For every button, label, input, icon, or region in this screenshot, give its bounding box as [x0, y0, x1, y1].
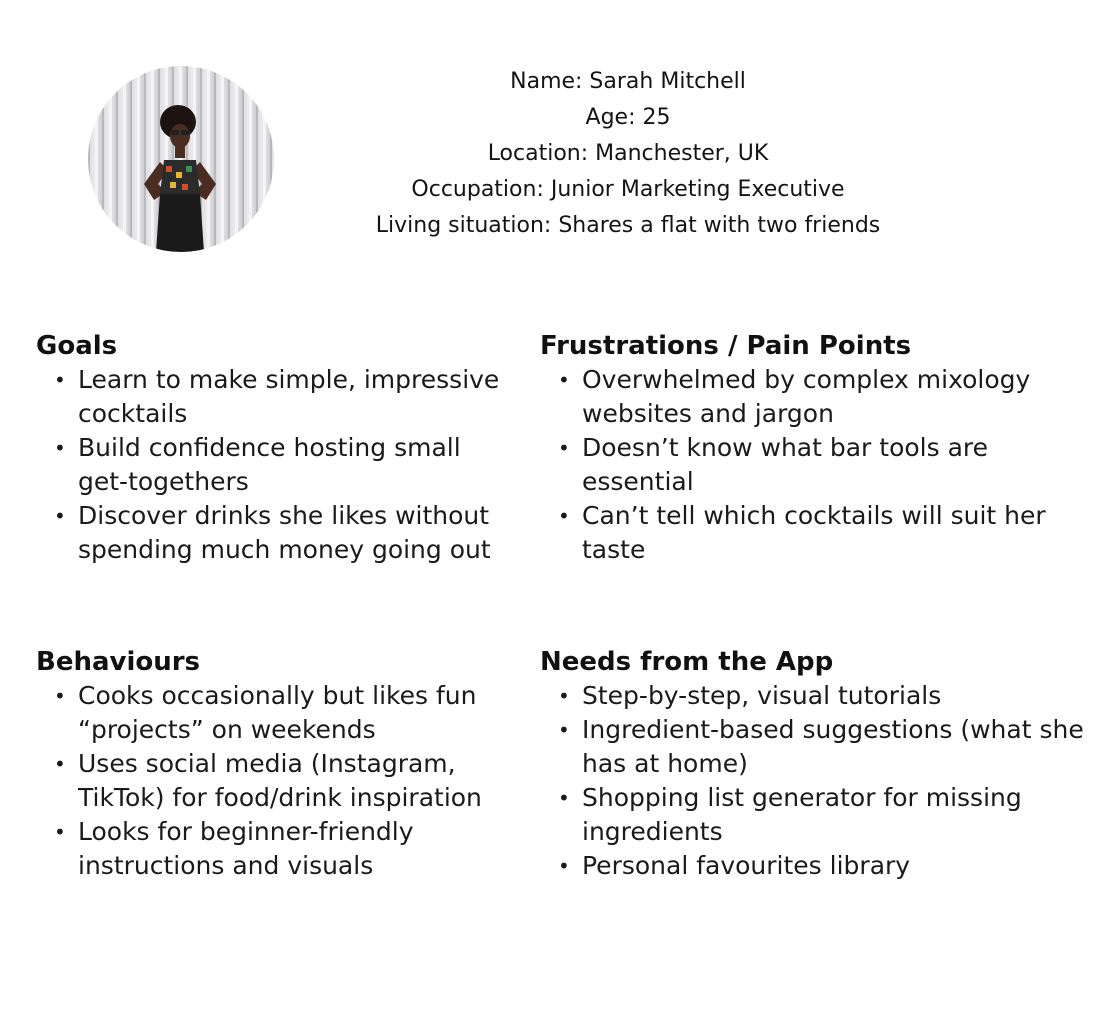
- list-item-text: Can’t tell which cocktails will suit her taste: [582, 501, 1046, 564]
- list-item-text: Uses social media (Instagram, TikTok) for food/drink inspiration: [78, 749, 482, 812]
- list-item-text: Overwhelmed by complex mixology websites and jargon: [582, 365, 1031, 428]
- bullet-icon: •: [54, 504, 66, 528]
- list-item: [540, 499, 1070, 567]
- section-title: Goals: [36, 331, 118, 361]
- section-title: Behaviours: [36, 647, 201, 677]
- persona-avatar: [88, 66, 274, 252]
- list-item-text: Doesn’t know what bar tools are essential: [582, 433, 989, 496]
- bullet-icon: •: [54, 368, 66, 392]
- bullet-icon: •: [558, 786, 570, 810]
- list-item: [36, 431, 506, 499]
- bullet-list: [540, 679, 1085, 883]
- list-item-text: Shopping list generator for missing ingredients: [582, 783, 1022, 846]
- persona-name: Name: Sarah Mitchell: [510, 69, 746, 94]
- list-item-text: Build confidence hosting small get-togethers: [78, 433, 461, 496]
- list-item-text: Ingredient-based suggestions (what she has at home): [582, 715, 1084, 778]
- list-item-text: Looks for beginner-friendly instructions and visuals: [78, 817, 414, 880]
- bullet-icon: •: [54, 436, 66, 460]
- bullet-icon: •: [558, 368, 570, 392]
- bullet-list: [36, 679, 506, 883]
- list-item: [540, 713, 1085, 781]
- list-item: [36, 679, 506, 747]
- list-item: [36, 363, 506, 431]
- persona-age: Age: 25: [585, 105, 671, 130]
- persona-living-situation: Living situation: Shares a flat with two friends: [375, 213, 881, 238]
- section-title: Needs from the App: [540, 647, 834, 677]
- bullet-icon: •: [558, 718, 570, 742]
- bullet-list: [540, 363, 1070, 567]
- persona-profile: [300, 64, 956, 244]
- list-item: [36, 747, 506, 815]
- bullet-icon: •: [558, 684, 570, 708]
- list-item: [540, 431, 1070, 499]
- list-item: [540, 849, 1085, 883]
- list-item: [540, 781, 1085, 849]
- list-item-text: Personal favourites library: [582, 851, 911, 880]
- list-item-text: Discover drinks she likes without spending much money going out: [78, 501, 491, 564]
- bullet-icon: •: [54, 684, 66, 708]
- list-item: [36, 499, 506, 567]
- behaviours-section: [36, 645, 506, 883]
- frustrations-section: [540, 329, 1070, 567]
- bullet-icon: •: [54, 752, 66, 776]
- list-item: [540, 679, 1085, 713]
- persona-location: Location: Manchester, UK: [487, 141, 769, 166]
- persona-occupation: Occupation: Junior Marketing Executive: [411, 177, 845, 202]
- bullet-list: [36, 363, 506, 567]
- bullet-icon: •: [54, 820, 66, 844]
- list-item-text: Step-by-step, visual tutorials: [582, 681, 942, 710]
- list-item: [36, 815, 506, 883]
- goals-section: [36, 329, 506, 567]
- bullet-icon: •: [558, 854, 570, 878]
- list-item: [540, 363, 1070, 431]
- section-title: Frustrations / Pain Points: [540, 331, 912, 361]
- needs-section: [540, 645, 1085, 883]
- bullet-icon: •: [558, 436, 570, 460]
- bullet-icon: •: [558, 504, 570, 528]
- list-item-text: Cooks occasionally but likes fun “projects” on weekends: [78, 681, 477, 744]
- list-item-text: Learn to make simple, impressive cocktails: [78, 365, 500, 428]
- persona-photo: [88, 66, 274, 252]
